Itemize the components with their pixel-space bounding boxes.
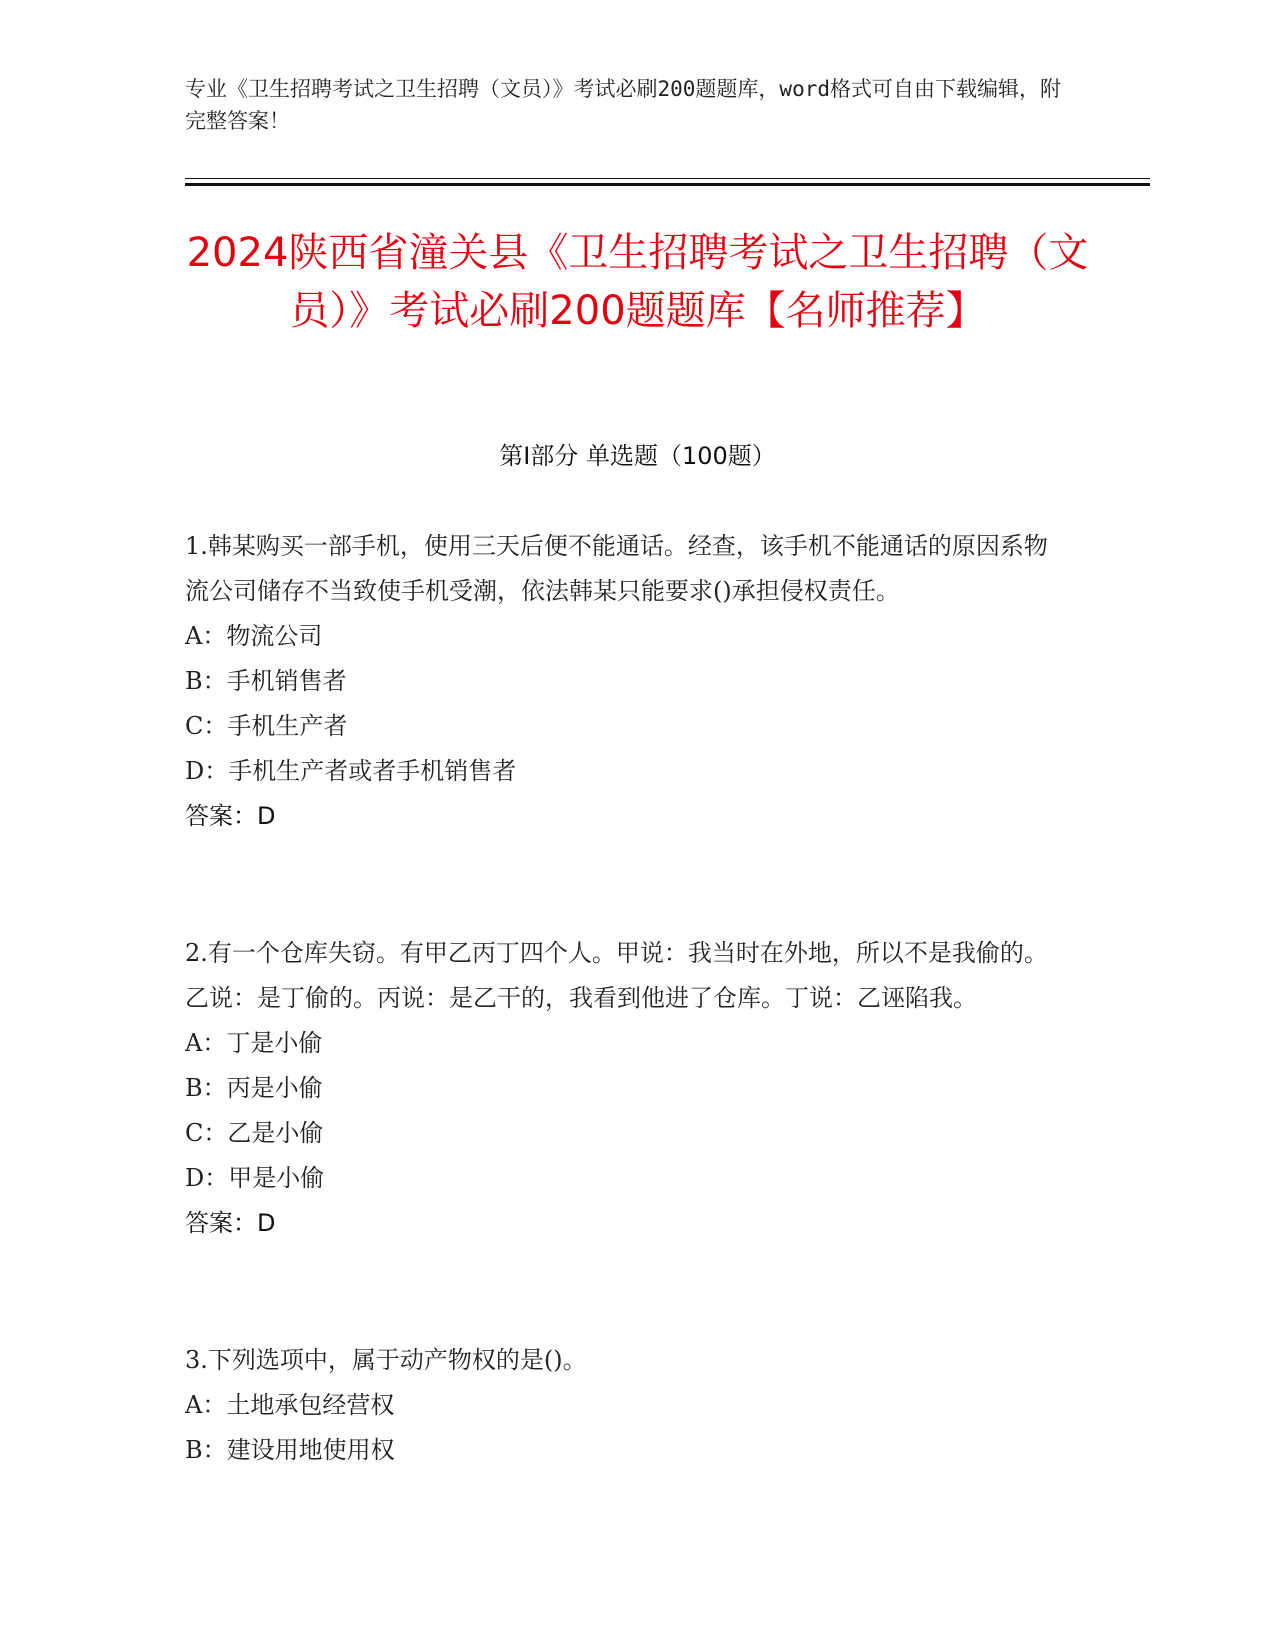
option-c: C：手机生产者: [185, 712, 348, 740]
question-item: [185, 931, 1065, 1246]
question-stem: 1.韩某购买一部手机，使用三天后便不能通话。经查，该手机不能通话的原因系物流公司储存不当致使手机受潮，依法韩某只能要求()承担侵权责任。: [185, 532, 1048, 605]
option-a: A：丁是小偷: [185, 1029, 323, 1057]
document-title: 2024陕西省潼关县《卫生招聘考试之卫生招聘（文员）》考试必刷200题题库【名师推荐】: [186, 230, 1089, 334]
section-heading: 第Ⅰ部分 单选题（100题）: [499, 442, 776, 470]
question-item: [185, 1338, 1065, 1473]
option-a: A：土地承包经营权: [185, 1391, 395, 1419]
header-note: 专业《卫生招聘考试之卫生招聘（文员）》考试必刷200题题库，word格式可自由下载编辑，附完整答案！: [185, 77, 1061, 133]
header-divider-thin: [185, 178, 1150, 179]
option-a: A：物流公司: [185, 622, 323, 650]
header-divider-thick: [185, 183, 1150, 186]
question-item: [185, 524, 1065, 839]
option-d: D：手机生产者或者手机销售者: [185, 757, 517, 785]
option-c: C：乙是小偷: [185, 1119, 324, 1147]
answer-line: 答案：D: [185, 1209, 276, 1237]
question-stem: 3.下列选项中，属于动产物权的是()。: [185, 1346, 587, 1374]
option-d: D：甲是小偷: [185, 1164, 325, 1192]
option-b: B：丙是小偷: [185, 1074, 323, 1102]
question-stem: 2.有一个仓库失窃。有甲乙丙丁四个人。甲说：我当时在外地，所以不是我偷的。乙说：是丁偷的。丙说：是乙干的，我看到他进了仓库。丁说：乙诬陷我。: [185, 939, 1048, 1012]
option-b: B：建设用地使用权: [185, 1436, 395, 1464]
option-b: B：手机销售者: [185, 667, 347, 695]
answer-line: 答案：D: [185, 802, 276, 830]
